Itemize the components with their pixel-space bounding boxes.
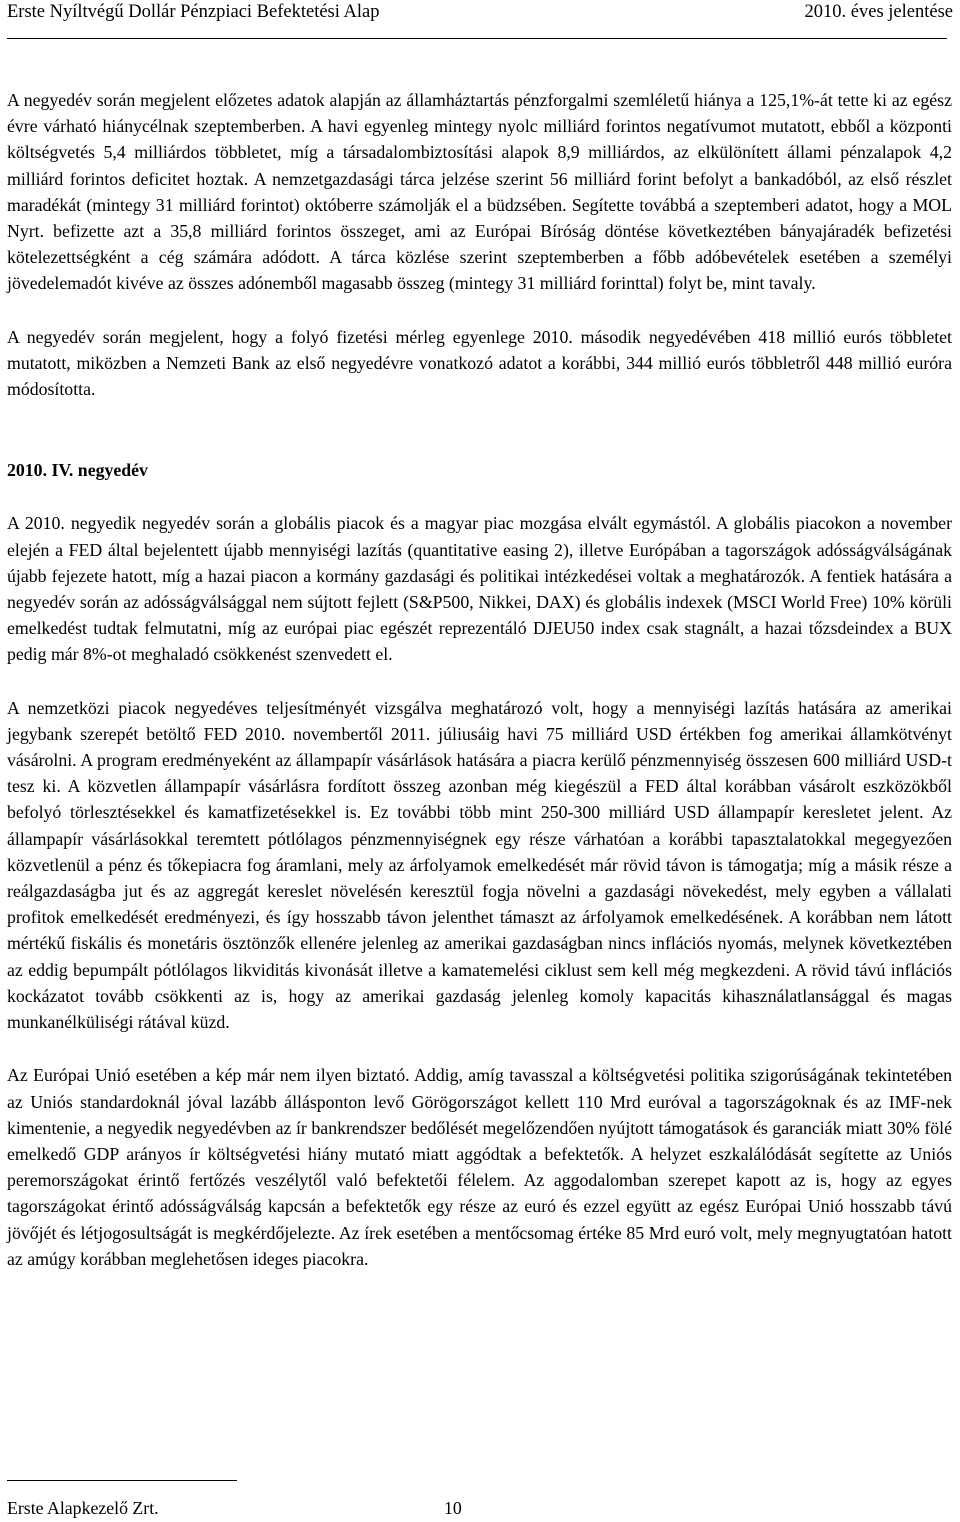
page-header xyxy=(7,1,953,25)
page-body xyxy=(7,87,952,1272)
page-footer xyxy=(7,1497,462,1519)
paragraph-spacer xyxy=(7,483,952,510)
section-spacer xyxy=(7,402,952,457)
header-report-title: 2010. éves jelentése xyxy=(804,2,953,22)
paragraph-spacer xyxy=(7,668,952,695)
paragraph-spacer xyxy=(7,1035,952,1062)
header-fund-name: Erste Nyíltvégű Dollár Pénzpiaci Befektetési Alap xyxy=(7,2,380,22)
paragraph-spacer xyxy=(7,297,952,324)
paragraph-current-account: A negyedév során megjelent, hogy a folyó fizetési mérleg egyenlege 2010. második negyedévében 418 millió eurós többletet mutatott, miközben a Nemzeti Bank az első negyedévre vonatkozó adatot a korábbi, 344 millió eurós többletről 448 millió euróra módosította. xyxy=(7,326,952,400)
paragraph-global-markets: A 2010. negyedik negyedév során a globális piacok és a magyar piac mozgása elvált egymástól. A globális piacokon a november elején a FED által bejelentett újabb mennyiségi lazítás (quantitative easing 2), illetve Európában a tagországok adósságválságának újabb fejezete hatott, míg a hazai piacon a kormány gazdasági és politikai intézkedései voltak a meghatározók. A fentiek hatására a negyedév során az adósságválsággal nem sújtott fejlett (S&P500, Nikkei, DAX) és globális indexek (MSCI World Free) 10% körüli emelkedést tudtak felmutatni, míg az európai piac egészét reprezentáló DJEU50 index csak stagnált, a hazai tőzsdeindex a BUX pedig már 8%-ot meghaladó csökkenést szenvedett el. xyxy=(7,513,952,665)
paragraph-international-markets: A nemzetközi piacok negyedéves teljesítményét vizsgálva meghatározó volt, hogy a mennyiségi lazítás hatására az amerikai jegybank szerepét betöltő FED 2010. novembertől 2011. júliusáig havi 75 milliárd USD értékben fog amerikai államkötvényt vásárolni. A program eredményeként az állampapír vásárlások hatására a piacra kerülő pénzmennyiség összesen 600 milliárd USD-t tesz ki. A közvetlen állampapír vásárlásra fordított összeg azonban még kiegészül a FED által korábban vásárolt eszközökből befolyó törlesztésekkel és kamatfizetésekkel is. Ez további több mint 250-300 milliárd USD állampapír keresletet jelent. Az állampapír vásárlásokkal teremtett pótlólagos pénzmennyiségnek egy része várhatóan a korábbi tapasztalatokkal megegyezően közvetlenül a pénz és tőkepiacra fog áramlani, mely az árfolyamok emelkedését már rövid távon is támogatja; míg a másik része a reálgazdaságba jut és az aggregát kereslet növelésén keresztül fogja növelni a gazdasági növekedést, mely egyben a vállalati profitok emelkedését eredményezi, és így hosszabb távon jelenthet támaszt az árfolyamok emelkedésének. A korábban nem látott mértékű fiskális és monetáris ösztönzők ellenére jelenleg az amerikai gazdaságban nincs inflációs nyomás, melynek következtében az eddig bepumpált pótlólagos likviditás kivonását illetve a kamatemelési ciklust sem kell még megkezdeni. A rövid távú inflációs kockázatot tovább csökkenti az is, hogy az amerikai gazdaság jelenleg komoly kapacitás kihasználatlansággal és magas munkanélküliségi rátával küzd. xyxy=(7,697,952,1033)
section-title: 2010. IV. negyedév xyxy=(7,460,148,481)
page-number: 10 xyxy=(444,1498,462,1518)
footer-divider xyxy=(7,1480,237,1481)
paragraph-budget: A negyedév során megjelent előzetes adatok alapján az államháztartás pénzforgalmi szemléletű hiánya a 125,1%-át tette ki az egész évre várható hiánycélnak szeptemberben. A havi egyenleg mintegy nyolc milliárd forintos negatívumot mutatott, ebből a központi költségvetés 5,4 milliárdos többletet, míg a társadalombiztosítási alapok 8,9 milliárdos, az elkülönített állami pénzalapok 4,2 milliárd forintos deficitet hoztak. A nemzetgazdasági tárca jelzése szerint 56 milliárd forint befolyt a bankadóból, az első részlet maradékát (mintegy 31 milliárd forintot) októberre számolják el a büdzsében. Segítette továbbá a szeptemberi adatot, hogy a MOL Nyrt. befizette azt a 35,8 milliárd forintos összeget, ami az Európai Bíróság döntése következtében bányajáradék befizetési kötelezettségként a cég számára adódott. A tárca közlése szerint szeptemberben a főbb adóbevételek esetében a személyi jövedelemadót kivéve az összes adónemből magasabb összeg (mintegy 31 milliárd forinttal) folyt be, mint tavaly. xyxy=(7,90,952,294)
footer-company: Erste Alapkezelő Zrt. xyxy=(7,1498,159,1518)
paragraph-european-union: Az Európai Unió esetében a kép már nem ilyen biztató. Addig, amíg tavasszal a költségvetési politika szigorúságának tekintetében az Uniós standardoknál jóval lazább állásponton levő Görögországot kellett 110 Mrd euróval a tagországoknak és az IMF-nek kimentenie, a negyedik negyedévben az ír bankrendszer bedőlését megelőzendően nyújtott támogatások és garanciák miatt 30% fölé emelkedő GDP arányos ír költségvetési hiány mutató miatt aggódtak a befektetők. A helyzet eszkalálódását segítette az Uniós peremországokat érintő fertőzés veszélytől való befektetői félelem. Az aggodalomban szerepet kapott az is, hogy az egyes tagországokat érintő adósságválság kapcsán a befektetők egy része az euró és ezzel együtt az egész Európai Unió hosszabb távú jövőjét és létjogosultságát is megkérdőjelezte. Az írek esetében a mentőcsomag értéke 85 Mrd euró volt, mely megnyugtatóan hatott az amúgy korábban meglehetősen ideges piacokra. xyxy=(7,1065,952,1269)
header-divider xyxy=(7,38,947,39)
